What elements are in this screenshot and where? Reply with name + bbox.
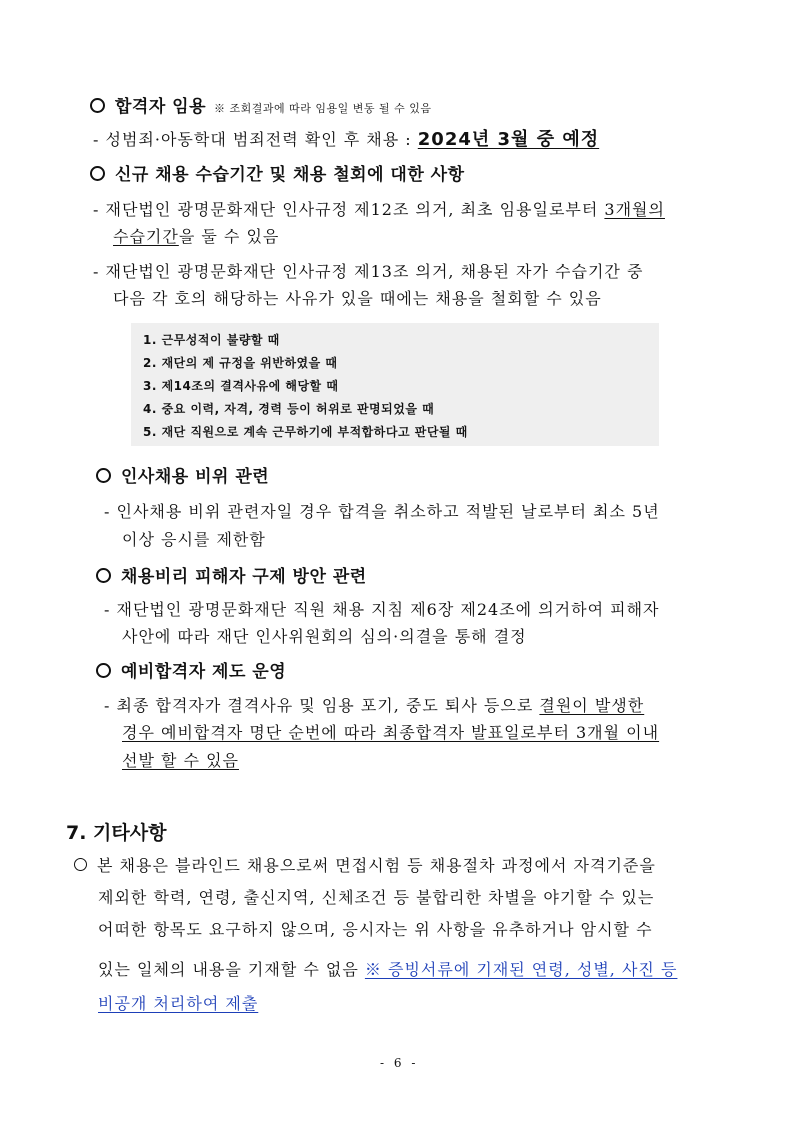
circle-bullet-icon: [90, 166, 105, 181]
probation-line-1b: 수습기간을 둘 수 있음: [113, 227, 280, 246]
reserve-line-1: - 최종 합격자가 결격사유 및 임용 포기, 중도 퇴사 등으로 결원이 발생한: [104, 696, 645, 715]
etc-line-1: 본 채용은 블라인드 채용으로써 면접시험 등 채용절차 과정에서 자격기준을: [74, 853, 656, 876]
reason-item: 2. 재단의 제 규정을 위반하였을 때: [143, 356, 338, 370]
reasons-box: [131, 323, 659, 446]
reserve-line-2: 경우 예비합격자 명단 순번에 따라 최종합격자 발표일로부터 3개월 이내: [122, 723, 660, 742]
reason-item: 1. 근무성적이 불량할 때: [143, 333, 280, 347]
section-title-etc: 7. 기타사항: [66, 822, 167, 844]
circle-bullet-icon: [74, 858, 87, 871]
section-heading-reserve: 예비합격자 제도 운영: [96, 657, 286, 682]
page-number: - 6 -: [380, 1056, 419, 1070]
blind-notice: ※ 증빙서류에 기재된 연령, 성별, 사진 등: [364, 960, 678, 979]
section-heading-appointment: 합격자 임용 ※ 조회결과에 따라 임용일 변동 될 수 있음: [90, 92, 432, 117]
etc-line-4: 있는 일체의 내용을 기재할 수 없음 ※ 증빙서류에 기재된 연령, 성별, 사진 등: [98, 960, 678, 979]
circle-bullet-icon: [90, 98, 105, 113]
etc-line-2: 제외한 학력, 연령, 출신지역, 신체조건 등 불합리한 차별을 야기할 수 있는: [98, 888, 655, 907]
remedy-line-1: - 재단법인 광명문화재단 직원 채용 지침 제6장 제24조에 의거하여 피해자: [104, 600, 660, 619]
probation-line-2b: 다음 각 호의 해당하는 사유가 있을 때에는 채용을 철회할 수 있음: [113, 289, 602, 308]
appointment-line: - 성범죄·아동학대 범죄전력 확인 후 채용 : 2024년 3월 중 예정: [93, 129, 600, 150]
misconduct-line-1: - 인사채용 비위 관련자일 경우 합격을 취소하고 적발된 날로부터 최소 5년: [104, 502, 660, 521]
circle-bullet-icon: [96, 568, 111, 583]
probation-line-1: - 재단법인 광명문화재단 인사규정 제12조 의거, 최초 임용일로부터 3개월의: [93, 200, 665, 219]
section-heading-misconduct: 인사채용 비위 관련: [96, 462, 269, 487]
appointment-date: 2024년 3월 중 예정: [417, 129, 600, 150]
circle-bullet-icon: [96, 468, 111, 483]
reason-item: 5. 재단 직원으로 계속 근무하기에 부적합하다고 판단될 때: [143, 425, 468, 439]
etc-line-3: 어떠한 항목도 요구하지 않으며, 응시자는 위 사항을 유추하거나 암시할 수: [98, 920, 653, 939]
misconduct-line-2: 이상 응시를 제한함: [122, 530, 266, 549]
circle-bullet-icon: [96, 663, 111, 678]
probation-line-2: - 재단법인 광명문화재단 인사규정 제13조 의거, 채용된 자가 수습기간 중: [93, 262, 644, 281]
section-heading-probation: 신규 채용 수습기간 및 채용 철회에 대한 사항: [90, 160, 465, 185]
section-heading-remedy: 채용비리 피해자 구제 방안 관련: [96, 562, 367, 587]
reserve-line-3: 선발 할 수 있음: [122, 751, 239, 770]
reason-item: 4. 중요 이력, 자격, 경력 등이 허위로 판명되었을 때: [143, 402, 435, 416]
reason-item: 3. 제14조의 결격사유에 해당할 때: [143, 379, 339, 393]
etc-line-5: 비공개 처리하여 제출: [98, 994, 259, 1013]
remedy-line-2: 사안에 따라 재단 인사위원회의 심의·의결을 통해 결정: [122, 627, 527, 646]
